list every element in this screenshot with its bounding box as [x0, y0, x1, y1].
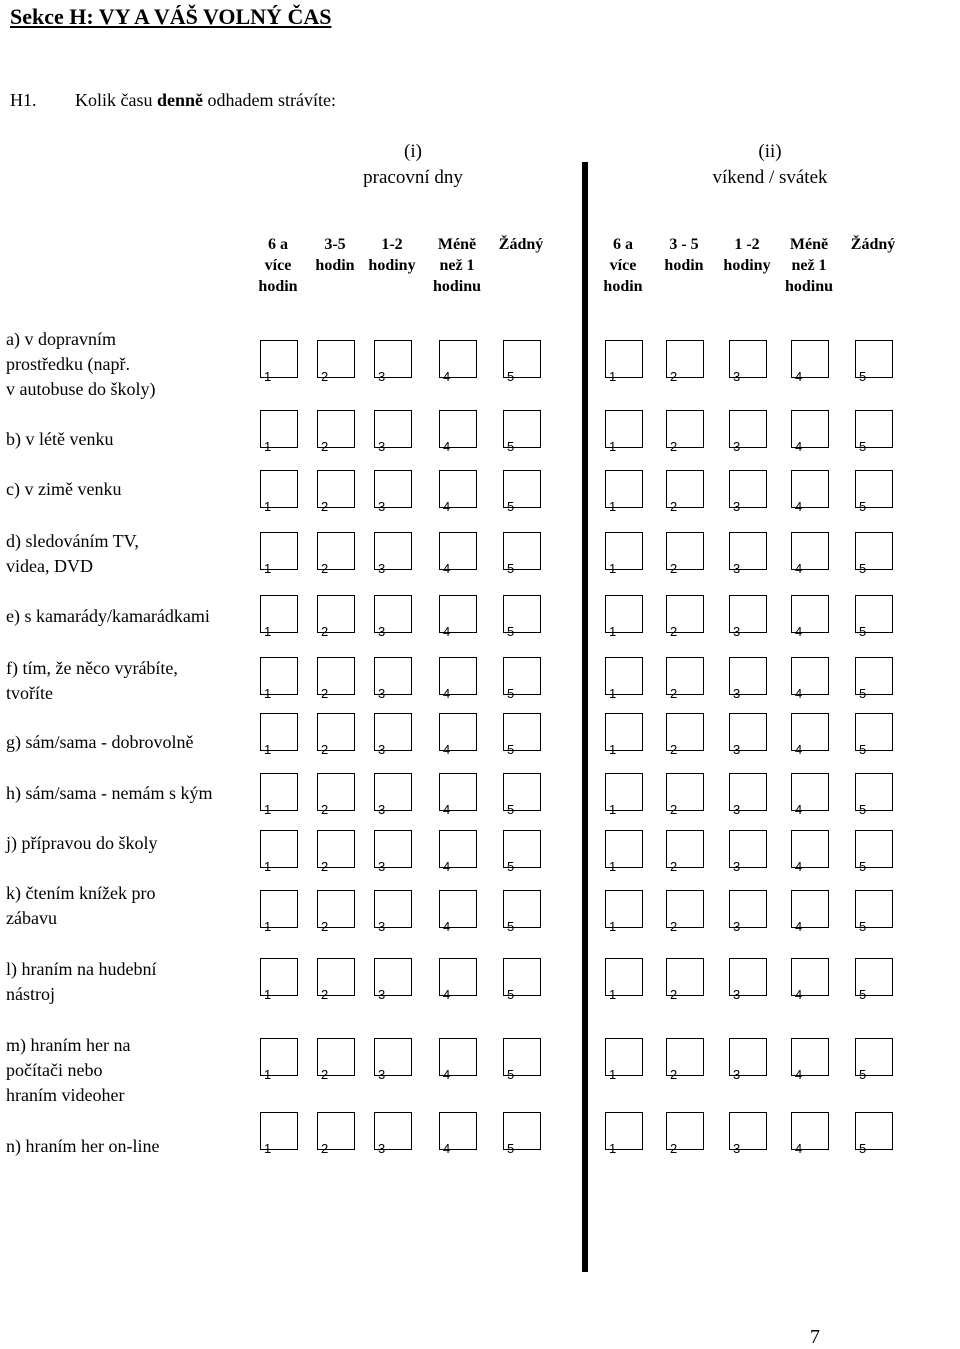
- question-number: H1.: [10, 90, 37, 110]
- option-code: 3: [733, 1067, 741, 1082]
- option-code: 3: [733, 499, 741, 514]
- option-code: 4: [795, 1141, 803, 1156]
- option-code: 5: [507, 624, 515, 639]
- option-code: 3: [733, 439, 741, 454]
- option-code: 1: [609, 369, 617, 384]
- option-code: 5: [859, 742, 867, 757]
- option-code: 4: [443, 439, 451, 454]
- option-code: 3: [733, 742, 741, 757]
- question-text-bold: denně: [156, 90, 203, 110]
- section-title: Sekce H: VY A VÁŠ VOLNÝ ČAS: [10, 4, 332, 29]
- option-code: 2: [670, 859, 678, 874]
- option-code: 4: [795, 624, 803, 639]
- option-code: 2: [670, 742, 678, 757]
- option-code: 5: [859, 499, 867, 514]
- row-label: d) sledováním TV, videa, DVD: [6, 531, 139, 576]
- option-code: 1: [264, 859, 272, 874]
- option-code: 2: [321, 624, 329, 639]
- row-label: h) sám/sama - nemám s kým: [6, 783, 213, 803]
- option-code: 3: [378, 919, 386, 934]
- option-code: 5: [859, 802, 867, 817]
- option-code: 5: [507, 439, 515, 454]
- option-code: 3: [378, 686, 386, 701]
- option-code: 4: [795, 439, 803, 454]
- option-code: 5: [507, 1141, 515, 1156]
- row-label: n) hraním her on-line: [6, 1136, 160, 1156]
- option-code: 4: [795, 686, 803, 701]
- option-code: 3: [378, 439, 386, 454]
- option-code: 4: [443, 987, 451, 1002]
- option-code: 2: [321, 369, 329, 384]
- group-header-weekend: [670, 139, 870, 191]
- option-code: 2: [321, 859, 329, 874]
- option-code: 5: [507, 802, 515, 817]
- option-code: 1: [264, 439, 272, 454]
- option-code: 4: [443, 499, 451, 514]
- row-label: a) v dopravním prostředku (např. v autobuse do školy): [6, 329, 156, 399]
- option-code: 1: [609, 561, 617, 576]
- option-code: 5: [507, 987, 515, 1002]
- option-code: 3: [733, 919, 741, 934]
- option-code: 5: [859, 624, 867, 639]
- option-code: 2: [321, 499, 329, 514]
- option-code: 4: [443, 369, 451, 384]
- option-code: 4: [795, 369, 803, 384]
- option-code: 1: [609, 624, 617, 639]
- option-code: 1: [264, 919, 272, 934]
- option-code: 3: [733, 859, 741, 874]
- option-code: 4: [443, 624, 451, 639]
- option-code: 5: [859, 561, 867, 576]
- option-code: 4: [443, 686, 451, 701]
- option-code: 3: [378, 742, 386, 757]
- option-code: 5: [859, 439, 867, 454]
- option-code: 2: [670, 802, 678, 817]
- option-code: 1: [609, 742, 617, 757]
- column-header-weekend-3: 1 -2 hodiny: [723, 236, 771, 274]
- option-code: 2: [321, 987, 329, 1002]
- option-code: 4: [795, 987, 803, 1002]
- option-code: 1: [609, 919, 617, 934]
- option-code: 2: [670, 987, 678, 1002]
- option-code: 3: [733, 1141, 741, 1156]
- column-header-weekday-5: Žádný: [498, 236, 544, 253]
- row-label: l) hraním na hudební nástroj: [6, 959, 157, 1004]
- column-header-weekday-1: 6 a více hodin: [258, 236, 298, 295]
- option-code: 2: [670, 686, 678, 701]
- option-code: 3: [733, 561, 741, 576]
- option-code: 1: [609, 686, 617, 701]
- group-roman-weekend: (ii): [758, 141, 782, 162]
- option-code: 5: [507, 499, 515, 514]
- option-code: 1: [264, 1067, 272, 1082]
- group-title-weekday: pracovní dny: [363, 167, 463, 188]
- option-code: 2: [321, 919, 329, 934]
- option-code: 4: [795, 742, 803, 757]
- option-code: 1: [609, 499, 617, 514]
- option-code: 2: [321, 742, 329, 757]
- option-code: 5: [507, 1067, 515, 1082]
- option-code: 2: [321, 1067, 329, 1082]
- option-code: 4: [443, 1067, 451, 1082]
- option-code: 5: [859, 686, 867, 701]
- option-code: 1: [264, 802, 272, 817]
- row-label: g) sám/sama - dobrovolně: [6, 732, 194, 752]
- option-code: 5: [507, 742, 515, 757]
- group-roman-weekday: (i): [404, 141, 422, 162]
- option-code: 1: [609, 1067, 617, 1082]
- option-code: 4: [443, 802, 451, 817]
- row-label: m) hraním her na počítači nebo hraním videoher: [6, 1035, 131, 1105]
- option-code: 4: [443, 742, 451, 757]
- column-header-weekend-5: Žádný: [850, 236, 896, 253]
- option-code: 1: [264, 561, 272, 576]
- option-code: 5: [507, 919, 515, 934]
- option-code: 3: [733, 369, 741, 384]
- option-code: 3: [378, 561, 386, 576]
- question-text-after: odhadem strávíte:: [203, 90, 336, 110]
- option-code: 2: [670, 561, 678, 576]
- option-code: 3: [378, 624, 386, 639]
- option-code: 1: [264, 499, 272, 514]
- option-code: 5: [859, 1141, 867, 1156]
- option-code: 5: [859, 859, 867, 874]
- option-code: 1: [609, 1141, 617, 1156]
- option-code: 5: [507, 369, 515, 384]
- option-code: 4: [795, 499, 803, 514]
- option-code: 3: [733, 624, 741, 639]
- question-text-before: Kolik času: [75, 90, 157, 110]
- option-code: 3: [378, 369, 386, 384]
- option-code: 4: [795, 919, 803, 934]
- row-label: f) tím, že něco vyrábíte, tvoříte: [6, 658, 178, 703]
- column-divider: [582, 162, 588, 1272]
- row-label: b) v létě venku: [6, 429, 114, 449]
- option-code: 3: [378, 1067, 386, 1082]
- option-code: 5: [859, 369, 867, 384]
- column-header-weekday-3: 1-2 hodiny: [368, 236, 416, 274]
- option-code: 2: [670, 369, 678, 384]
- question-text: [75, 90, 336, 111]
- row-label: e) s kamarády/kamarádkami: [6, 606, 210, 626]
- column-header-weekend-2: 3 - 5 hodin: [664, 236, 704, 274]
- option-code: 2: [670, 624, 678, 639]
- option-code: 3: [378, 987, 386, 1002]
- option-code: 3: [378, 1141, 386, 1156]
- option-code: 2: [321, 1141, 329, 1156]
- option-code: 3: [733, 802, 741, 817]
- option-code: 2: [670, 1141, 678, 1156]
- option-code: 2: [670, 439, 678, 454]
- option-code: 3: [378, 859, 386, 874]
- option-code: 5: [507, 561, 515, 576]
- option-code: 2: [321, 802, 329, 817]
- option-code: 4: [443, 859, 451, 874]
- option-code: 5: [859, 1067, 867, 1082]
- group-header-weekday: [313, 139, 513, 191]
- option-code: 5: [507, 686, 515, 701]
- page-number: 7: [810, 1326, 820, 1348]
- column-header-weekday-2: 3-5 hodin: [315, 236, 355, 274]
- row-label: k) čtením knížek pro zábavu: [6, 883, 156, 928]
- option-code: 1: [264, 686, 272, 701]
- option-code: 5: [859, 987, 867, 1002]
- option-code: 2: [670, 919, 678, 934]
- option-code: 4: [443, 1141, 451, 1156]
- option-code: 4: [795, 859, 803, 874]
- option-code: 2: [670, 1067, 678, 1082]
- option-code: 3: [733, 987, 741, 1002]
- option-code: 3: [378, 499, 386, 514]
- option-code: 1: [264, 624, 272, 639]
- option-code: 4: [443, 561, 451, 576]
- option-code: 1: [264, 1141, 272, 1156]
- option-code: 1: [609, 987, 617, 1002]
- option-code: 1: [264, 742, 272, 757]
- row-label: j) přípravou do školy: [6, 833, 158, 853]
- option-code: 4: [795, 561, 803, 576]
- option-code: 4: [795, 1067, 803, 1082]
- option-code: 1: [264, 369, 272, 384]
- row-label: c) v zimě venku: [6, 479, 122, 499]
- option-code: 5: [507, 859, 515, 874]
- option-code: 1: [609, 439, 617, 454]
- option-code: 5: [859, 919, 867, 934]
- option-code: 2: [321, 561, 329, 576]
- option-code: 1: [264, 987, 272, 1002]
- option-code: 2: [670, 499, 678, 514]
- option-code: 2: [321, 686, 329, 701]
- option-code: 1: [609, 859, 617, 874]
- option-code: 1: [609, 802, 617, 817]
- option-code: 2: [321, 439, 329, 454]
- option-code: 4: [795, 802, 803, 817]
- column-header-weekend-4: Méně než 1 hodinu: [784, 236, 834, 295]
- option-code: 3: [733, 686, 741, 701]
- option-code: 4: [443, 919, 451, 934]
- column-header-weekend-1: 6 a více hodin: [603, 236, 643, 295]
- column-header-weekday-4: Méně než 1 hodinu: [432, 236, 482, 295]
- group-title-weekend: víkend / svátek: [712, 167, 828, 188]
- option-code: 3: [378, 802, 386, 817]
